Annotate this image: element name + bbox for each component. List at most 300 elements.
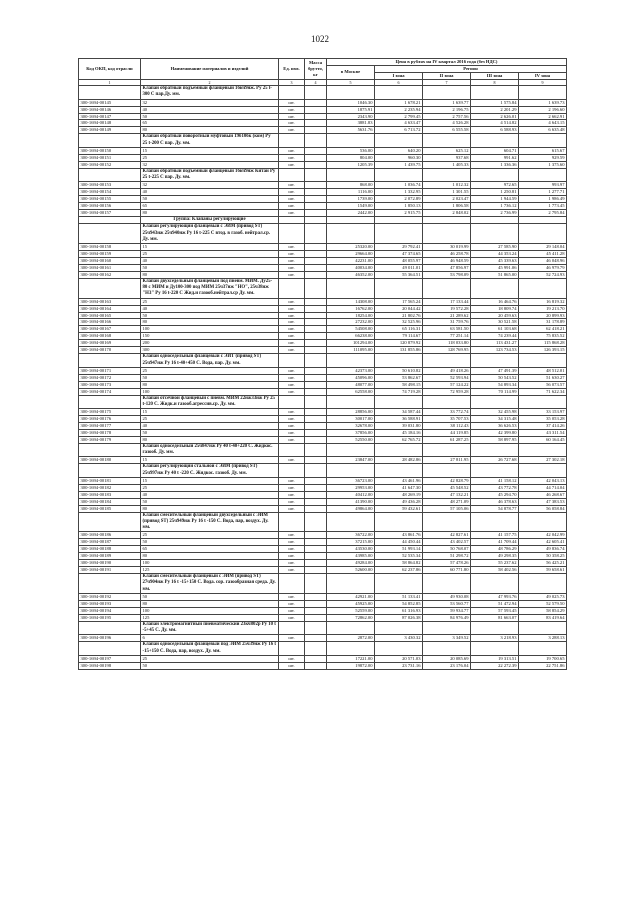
unit-cell: шт. — [279, 388, 305, 395]
price-cell-z2: 27 811.95 — [423, 457, 471, 464]
price-cell-msk: 42921.00 — [327, 593, 375, 600]
price-cell-msk: 28856.00 — [327, 409, 375, 416]
table-row — [79, 264, 567, 271]
table-row — [79, 154, 567, 161]
size-cell: 32 — [141, 99, 279, 106]
price-cell-z3: 34 315.48 — [471, 416, 519, 423]
size-cell: 80 — [141, 553, 279, 560]
price-cell-z4: 56 058.84 — [519, 505, 567, 512]
price-cell-z2: 2 196.75 — [423, 106, 471, 113]
table-row — [79, 593, 567, 600]
group-title: Клапан обратный подъемный фланцевый 16кч9нж. Ру 25 t-300 С пар.Ду. мм. — [141, 86, 279, 99]
price-cell-z4: 45 411.28 — [519, 251, 567, 258]
header-price: Цена в рублях на IV квартал 2016 года (без НДС) — [327, 59, 567, 66]
price-cell-z2: 2 023.47 — [423, 196, 471, 203]
table-row — [79, 416, 567, 423]
unit-cell: шт. — [279, 210, 305, 217]
group-title: Клапан обратный подъемный фланцевый 16кч9нж Китай Ру 25 t-225 С пар. Ду. мм. — [141, 168, 279, 181]
price-cell-z3: 113 431.27 — [471, 340, 519, 347]
column-number: 3 — [279, 79, 305, 85]
price-cell-z1: 23 731.16 — [375, 662, 423, 669]
price-cell-z1: 4 633.47 — [375, 120, 423, 127]
code-cell: 300-1694-00155 — [79, 196, 141, 203]
header-unit: Ед. изм. — [279, 59, 305, 80]
mass-cell — [305, 635, 327, 642]
table-row — [79, 271, 567, 278]
size-cell: 25 — [141, 484, 279, 491]
price-cell-z3: 1 944.59 — [471, 196, 519, 203]
group-header-row — [79, 168, 567, 181]
price-cell-z1: 62 765.72 — [375, 437, 423, 444]
mass-cell — [305, 600, 327, 607]
price-cell-z1: 48 055.97 — [375, 257, 423, 264]
table-row — [79, 437, 567, 444]
size-cell: 32 — [141, 182, 279, 189]
size-cell: 40 — [141, 106, 279, 113]
price-cell-z1: 50 610.82 — [375, 367, 423, 374]
code-cell: 300-1694-00175 — [79, 409, 141, 416]
price-cell-msk: 32678.00 — [327, 423, 375, 430]
mass-cell — [305, 298, 327, 305]
price-cell-z4: 27 302.18 — [519, 457, 567, 464]
price-cell-z1: 3 430.32 — [375, 635, 423, 642]
price-cell-z2: 47 132.21 — [423, 491, 471, 498]
code-cell: 300-1694-00154 — [79, 189, 141, 196]
price-cell-z4: 46 048.96 — [519, 257, 567, 264]
code-cell: 300-1694-00156 — [79, 203, 141, 210]
price-cell-z1: 43 461.96 — [375, 477, 423, 484]
mass-cell — [305, 532, 327, 539]
size-cell: 100 — [141, 607, 279, 614]
unit-cell: шт. — [279, 484, 305, 491]
code-cell: 300-1694-00174 — [79, 388, 141, 395]
table-row — [79, 312, 567, 319]
table-row — [79, 189, 567, 196]
size-cell: 80 — [141, 319, 279, 326]
price-cell-z3: 45 294.70 — [471, 491, 519, 498]
price-cell-z3: 41 157.75 — [471, 532, 519, 539]
price-cell-msk: 49864.00 — [327, 505, 375, 512]
size-cell: 50 — [141, 374, 279, 381]
price-cell-z1: 61 316.93 — [375, 607, 423, 614]
mass-cell — [305, 367, 327, 374]
price-cell-msk: 1205.39 — [327, 161, 375, 168]
price-cell-msk: 2343.90 — [327, 113, 375, 120]
unit-cell: шт. — [279, 99, 305, 106]
price-cell-msk: 17221.00 — [327, 655, 375, 662]
price-cell-z2: 53 798.09 — [423, 271, 471, 278]
table-row — [79, 457, 567, 464]
table-row — [79, 539, 567, 546]
price-cell-z2: 33 772.74 — [423, 409, 471, 416]
unit-cell: шт. — [279, 614, 305, 621]
group-header-row — [79, 224, 567, 244]
code-cell: 300-1694-00178 — [79, 430, 141, 437]
price-cell-msk: 101294.00 — [327, 340, 375, 347]
price-cell-z1: 21 802.76 — [375, 312, 423, 319]
header-name: Наименование материалов и изделий — [141, 59, 279, 80]
price-cell-msk: 41390.00 — [327, 498, 375, 505]
section-header-row — [79, 217, 567, 224]
price-cell-z2: 59 934.77 — [423, 607, 471, 614]
size-cell: 50 — [141, 662, 279, 669]
price-cell-z3: 16 464.76 — [471, 298, 519, 305]
price-cell-z1: 51 133.41 — [375, 593, 423, 600]
size-cell: 15 — [141, 409, 279, 416]
price-cell-z4: 50 358.25 — [519, 553, 567, 560]
price-cell-z1: 54 852.85 — [375, 600, 423, 607]
price-cell-z1: 51 993.14 — [375, 546, 423, 553]
price-cell-z1: 41 647.30 — [375, 484, 423, 491]
price-cell-z3: 3 218.93 — [471, 635, 519, 642]
unit-cell: шт. — [279, 635, 305, 642]
price-cell-z1: 34 587.44 — [375, 409, 423, 416]
price-cell-z1: 6 713.72 — [375, 127, 423, 134]
price-cell-z3: 972.65 — [471, 182, 519, 189]
unit-cell: шт. — [279, 593, 305, 600]
price-cell-z3: 51 865.00 — [471, 271, 519, 278]
price-cell-z3: 61 103.68 — [471, 326, 519, 333]
price-cell-msk: 2872.00 — [327, 635, 375, 642]
price-cell-z1: 1 850.13 — [375, 203, 423, 210]
unit-cell: шт. — [279, 147, 305, 154]
table-row — [79, 347, 567, 354]
price-cell-z2: 45 548.52 — [423, 484, 471, 491]
table-row — [79, 662, 567, 669]
table-row — [79, 409, 567, 416]
table-row — [79, 374, 567, 381]
column-number: 7 — [423, 79, 471, 85]
mass-cell — [305, 498, 327, 505]
unit-cell: шт. — [279, 196, 305, 203]
price-cell-z1: 2 235.94 — [375, 106, 423, 113]
page-number: 1022 — [311, 34, 329, 44]
price-cell-z1: 17 565.24 — [375, 298, 423, 305]
price-cell-z2: 6 555.58 — [423, 127, 471, 134]
table-row — [79, 340, 567, 347]
mass-cell — [305, 99, 327, 106]
size-cell: 6 — [141, 635, 279, 642]
price-cell-msk: 23847.00 — [327, 457, 375, 464]
column-number: 2 — [141, 79, 279, 85]
unit-cell: шт. — [279, 655, 305, 662]
mass-cell — [305, 312, 327, 319]
price-cell-z2: 118 033.80 — [423, 340, 471, 347]
table-row — [79, 319, 567, 326]
price-cell-z2: 52 593.94 — [423, 374, 471, 381]
price-cell-z4: 58 854.29 — [519, 607, 567, 614]
code-cell: 300-1694-00187 — [79, 539, 141, 546]
code-cell: 300-1694-00172 — [79, 374, 141, 381]
code-cell: 300-1694-00157 — [79, 210, 141, 217]
table-row — [79, 210, 567, 217]
price-cell-z3: 32 455.98 — [471, 409, 519, 416]
mass-cell — [305, 593, 327, 600]
size-cell: 80 — [141, 505, 279, 512]
size-cell: 25 — [141, 367, 279, 374]
price-cell-z3: 54 878.77 — [471, 505, 519, 512]
price-cell-z1: 58 864.82 — [375, 560, 423, 567]
column-number: 5 — [327, 79, 375, 85]
size-cell: 25 — [141, 532, 279, 539]
price-cell-z1: 87 026.38 — [375, 614, 423, 621]
price-cell-z4: 29 148.04 — [519, 244, 567, 251]
code-cell: 300-1694-00180 — [79, 457, 141, 464]
price-cell-z2: 43 402.57 — [423, 539, 471, 546]
price-cell-z4: 49 025.73 — [519, 593, 567, 600]
group-header-row — [79, 512, 567, 532]
size-cell: 25 — [141, 251, 279, 258]
mass-cell — [305, 560, 327, 567]
code-cell: 300-1694-00195 — [79, 614, 141, 621]
code-cell: 300-1694-00189 — [79, 553, 141, 560]
group-header-row — [79, 354, 567, 367]
price-cell-z2: 60 771.80 — [423, 567, 471, 574]
size-cell: 40 — [141, 257, 279, 264]
size-cell: 25 — [141, 416, 279, 423]
price-cell-msk: 3881.83 — [327, 120, 375, 127]
unit-cell: шт. — [279, 271, 305, 278]
unit-cell: шт. — [279, 381, 305, 388]
mass-cell — [305, 210, 327, 217]
price-cell-z1: 36 588.91 — [375, 416, 423, 423]
price-cell-z1: 43 861.76 — [375, 532, 423, 539]
price-cell-z4: 6 635.48 — [519, 127, 567, 134]
price-cell-z4: 115 868.28 — [519, 340, 567, 347]
unit-cell: шт. — [279, 326, 305, 333]
mass-cell — [305, 484, 327, 491]
code-cell: 300-1694-00176 — [79, 416, 141, 423]
price-cell-z4: 126 393.15 — [519, 347, 567, 354]
mass-cell — [305, 423, 327, 430]
price-cell-z1: 55 364.51 — [375, 271, 423, 278]
price-cell-z2: 47 856.97 — [423, 264, 471, 271]
price-cell-z1: 39 031.80 — [375, 423, 423, 430]
table-row — [79, 560, 567, 567]
column-number: 1 — [79, 79, 141, 85]
price-cell-z1: 49 011.01 — [375, 264, 423, 271]
unit-cell: шт. — [279, 305, 305, 312]
unit-cell: шт. — [279, 457, 305, 464]
size-cell: 15 — [141, 457, 279, 464]
price-cell-z2: 1 806.58 — [423, 203, 471, 210]
price-cell-z3: 44 353.24 — [471, 251, 519, 258]
table-row — [79, 161, 567, 168]
size-cell: 25 — [141, 154, 279, 161]
mass-cell — [305, 430, 327, 437]
price-cell-z1: 65 116.31 — [375, 326, 423, 333]
size-cell: 50 — [141, 539, 279, 546]
table-row — [79, 600, 567, 607]
table-row — [79, 257, 567, 264]
price-cell-z1: 131 855.86 — [375, 347, 423, 354]
table-row — [79, 477, 567, 484]
price-cell-z3: 55 237.62 — [471, 560, 519, 567]
size-cell: 65 — [141, 120, 279, 127]
price-cell-z4: 2 196.60 — [519, 106, 567, 113]
table-row — [79, 388, 567, 395]
mass-cell — [305, 553, 327, 560]
price-cell-z3: 19 313.51 — [471, 655, 519, 662]
unit-cell: шт. — [279, 546, 305, 553]
table-header — [79, 59, 567, 86]
price-cell-z1: 1 332.95 — [375, 189, 423, 196]
price-cell-z2: 4 526.28 — [423, 120, 471, 127]
price-cell-msk: 2442.00 — [327, 210, 375, 217]
size-cell: 100 — [141, 388, 279, 395]
mass-cell — [305, 539, 327, 546]
mass-cell — [305, 340, 327, 347]
price-cell-z2: 49 418.26 — [423, 367, 471, 374]
price-cell-z4: 71 622.34 — [519, 388, 567, 395]
price-cell-z1: 59 432.61 — [375, 505, 423, 512]
price-cell-msk: 43530.00 — [327, 546, 375, 553]
price-cell-z2: 63 581.50 — [423, 326, 471, 333]
unit-cell: шт. — [279, 567, 305, 574]
code-cell: 300-1694-00153 — [79, 182, 141, 189]
code-cell: 300-1694-00168 — [79, 333, 141, 340]
unit-cell: шт. — [279, 244, 305, 251]
price-cell-z3: 54 893.34 — [471, 381, 519, 388]
size-cell: 15 — [141, 244, 279, 251]
price-cell-z2: 42 827.61 — [423, 532, 471, 539]
size-cell: 65 — [141, 546, 279, 553]
price-cell-z3: 41 709.44 — [471, 539, 519, 546]
price-cell-z2: 48 271.09 — [423, 498, 471, 505]
price-cell-z2: 2 757.56 — [423, 113, 471, 120]
code-cell: 300-1694-00191 — [79, 567, 141, 574]
price-cell-z1: 52 535.34 — [375, 553, 423, 560]
price-cell-z4: 19 700.65 — [519, 655, 567, 662]
unit-cell: шт. — [279, 409, 305, 416]
price-cell-z4: 31 178.89 — [519, 319, 567, 326]
mass-cell — [305, 106, 327, 113]
header-zone-2: II зона — [423, 72, 471, 79]
price-cell-z3: 45 991.06 — [471, 264, 519, 271]
price-cell-z4: 2 795.84 — [519, 210, 567, 217]
price-cell-z4: 1 375.60 — [519, 161, 567, 168]
code-cell: 300-1694-00173 — [79, 381, 141, 388]
price-cell-z3: 18 809.74 — [471, 305, 519, 312]
unit-cell: шт. — [279, 333, 305, 340]
price-cell-z4: 1 773.45 — [519, 203, 567, 210]
mass-cell — [305, 388, 327, 395]
mass-cell — [305, 477, 327, 484]
header-moscow: в Москве — [327, 65, 375, 79]
price-cell-msk: 46352.00 — [327, 271, 375, 278]
unit-cell: шт. — [279, 430, 305, 437]
price-cell-z4: 16 819.32 — [519, 298, 567, 305]
price-cell-msk: 1046.30 — [327, 99, 375, 106]
table-row — [79, 182, 567, 189]
price-cell-z1: 960.30 — [375, 154, 423, 161]
price-cell-z2: 1 012.32 — [423, 182, 471, 189]
group-title: Клапан односедельный фланцевый под ЭИМ 25ч39нж Ру 16 t -15+150 С. Вода, пар, воздух. Ду. мм. — [141, 642, 279, 655]
table-row — [79, 484, 567, 491]
price-cell-z1: 74 719.28 — [375, 388, 423, 395]
price-cell-msk: 40412.00 — [327, 491, 375, 498]
unit-cell: шт. — [279, 319, 305, 326]
group-header-row — [79, 86, 567, 99]
price-cell-z4: 51 630.27 — [519, 374, 567, 381]
price-cell-msk: 45096.00 — [327, 374, 375, 381]
price-cell-z2: 42 828.79 — [423, 477, 471, 484]
price-cell-z3: 49 298.35 — [471, 553, 519, 560]
price-cell-z4: 42 043.13 — [519, 477, 567, 484]
price-cell-z4: 49 836.74 — [519, 546, 567, 553]
mass-cell — [305, 614, 327, 621]
size-cell: 125 — [141, 614, 279, 621]
group-title: Клапан смесительный фланцевый двухседельный с ЭИМ (привод ST) 25ч949нж Ру 16 t -150 С. Вода, пар, воздух. Ду. мм. — [141, 512, 279, 532]
price-cell-z3: 22 272.39 — [471, 662, 519, 669]
unit-cell: шт. — [279, 416, 305, 423]
code-cell: 300-1694-00182 — [79, 484, 141, 491]
unit-cell: шт. — [279, 607, 305, 614]
price-cell-z4: 60 164.45 — [519, 437, 567, 444]
price-cell-z4: 46 268.67 — [519, 491, 567, 498]
price-cell-msk: 42231.00 — [327, 257, 375, 264]
price-cell-z3: 45 339.63 — [471, 257, 519, 264]
price-cell-z3: 1 736.12 — [471, 203, 519, 210]
price-cell-msk: 72862.00 — [327, 614, 375, 621]
price-cell-z2: 128 769.95 — [423, 347, 471, 354]
unit-cell: шт. — [279, 423, 305, 430]
price-cell-z1: 48 269.19 — [375, 491, 423, 498]
price-cell-z4: 22 751.86 — [519, 662, 567, 669]
table-row — [79, 203, 567, 210]
mass-cell — [305, 305, 327, 312]
size-cell: 50 — [141, 196, 279, 203]
mass-cell — [305, 271, 327, 278]
price-cell-z2: 35 707.53 — [423, 416, 471, 423]
size-cell: 50 — [141, 593, 279, 600]
price-cell-msk: 52559.00 — [327, 607, 375, 614]
price-cell-z3: 20 459.63 — [471, 312, 519, 319]
group-title: Клапан односедельный 25ч847нж Ру 40 t-40+220 С. Жидкос. газооб. Ду. мм. — [141, 443, 279, 456]
price-cell-z4: 1 986.49 — [519, 196, 567, 203]
table-body — [79, 86, 567, 670]
price-cell-z1: 20 044.42 — [375, 305, 423, 312]
price-cell-z1: 29 792.41 — [375, 244, 423, 251]
size-cell: 25 — [141, 655, 279, 662]
price-cell-z4: 42 605.41 — [519, 539, 567, 546]
group-header-row — [79, 642, 567, 655]
price-cell-z1: 58 498.15 — [375, 381, 423, 388]
code-cell: 300-1694-00193 — [79, 600, 141, 607]
price-cell-z4: 47 383.53 — [519, 498, 567, 505]
code-cell: 300-1694-00162 — [79, 271, 141, 278]
price-cell-z2: 625.12 — [423, 147, 471, 154]
group-header-row — [79, 443, 567, 456]
code-cell: 300-1694-00169 — [79, 340, 141, 347]
price-cell-z3: 41 158.12 — [471, 477, 519, 484]
column-number: 6 — [375, 79, 423, 85]
price-cell-z2: 72 959.28 — [423, 388, 471, 395]
price-cell-msk: 30017.00 — [327, 416, 375, 423]
price-cell-msk: 36723.00 — [327, 477, 375, 484]
price-cell-z3: 6 588.93 — [471, 127, 519, 134]
header-zone-4: IV зона — [519, 72, 567, 79]
size-cell: 80 — [141, 600, 279, 607]
price-cell-z2: 937.68 — [423, 154, 471, 161]
price-cell-z1: 44 450.44 — [375, 539, 423, 546]
mass-cell — [305, 196, 327, 203]
price-cell-z2: 84 976.49 — [423, 614, 471, 621]
price-cell-z3: 58 402.56 — [471, 567, 519, 574]
code-cell: 300-1694-00152 — [79, 161, 141, 168]
size-cell: 40 — [141, 423, 279, 430]
price-cell-msk: 804.00 — [327, 154, 375, 161]
